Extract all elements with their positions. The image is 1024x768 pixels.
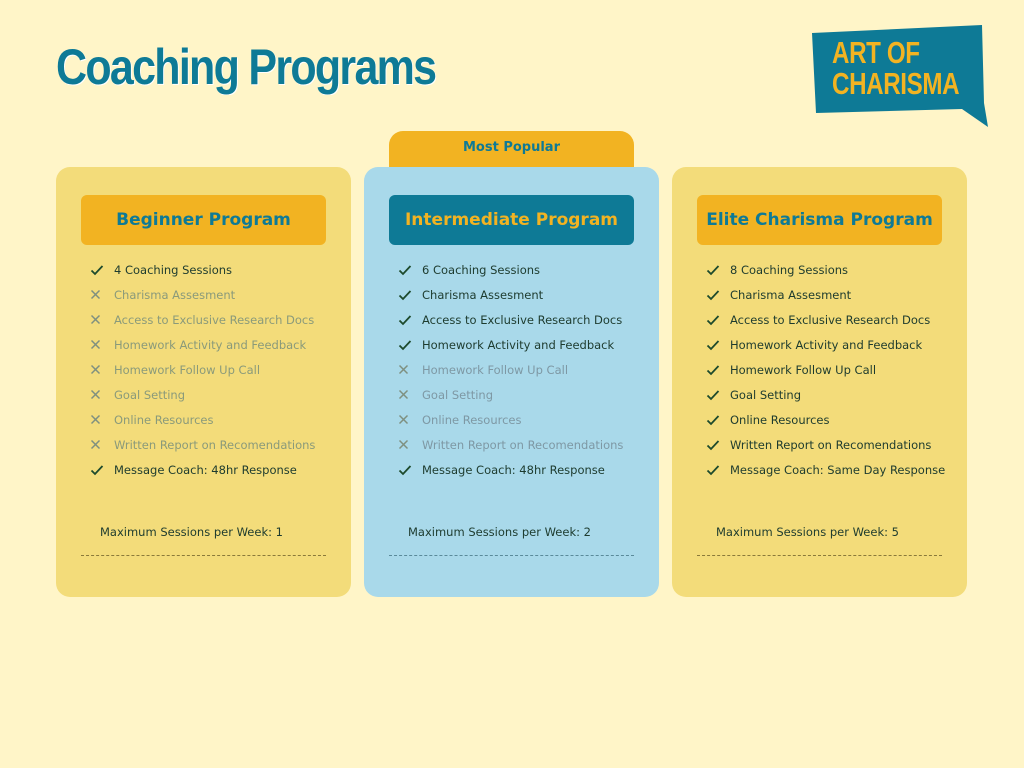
check-icon	[706, 289, 730, 301]
feature-item	[90, 357, 315, 382]
feature-item	[398, 457, 623, 482]
feature-label: 8 Coaching Sessions	[730, 262, 849, 277]
plan-title[interactable]: Intermediate Program	[389, 195, 634, 245]
feature-item	[90, 382, 315, 407]
feature-item	[90, 257, 315, 282]
feature-item	[398, 282, 623, 307]
feature-label: Homework Follow Up Call	[114, 362, 261, 377]
feature-item	[706, 382, 945, 407]
feature-item	[90, 282, 315, 307]
x-icon	[90, 414, 114, 425]
feature-label: Online Resources	[422, 412, 522, 427]
feature-label: Message Coach: 48hr Response	[422, 462, 605, 477]
plan-title[interactable]: Elite Charisma Program	[697, 195, 942, 245]
check-icon	[398, 464, 422, 476]
divider	[697, 555, 942, 556]
feature-item	[90, 457, 315, 482]
check-icon	[706, 389, 730, 401]
feature-label: Access to Exclusive Research Docs	[114, 312, 315, 327]
feature-item	[90, 432, 315, 457]
x-icon	[398, 364, 422, 375]
feature-label: 4 Coaching Sessions	[114, 262, 233, 277]
feature-item	[706, 357, 945, 382]
feature-list	[706, 257, 945, 482]
feature-label: Message Coach: Same Day Response	[730, 462, 946, 477]
feature-item	[706, 432, 945, 457]
x-icon	[90, 289, 114, 300]
page-title: Coaching Programs	[56, 39, 436, 95]
check-icon	[398, 264, 422, 276]
divider	[389, 555, 634, 556]
feature-label: Homework Follow Up Call	[422, 362, 569, 377]
feature-label: Homework Activity and Feedback	[730, 337, 923, 352]
x-icon	[398, 389, 422, 400]
feature-item	[706, 307, 945, 332]
check-icon	[706, 314, 730, 326]
check-icon	[706, 264, 730, 276]
feature-item	[706, 257, 945, 282]
check-icon	[398, 339, 422, 351]
feature-label: 6 Coaching Sessions	[422, 262, 541, 277]
x-icon	[398, 414, 422, 425]
feature-label: Homework Follow Up Call	[730, 362, 877, 377]
feature-label: Homework Activity and Feedback	[114, 337, 307, 352]
max-sessions-text: Maximum Sessions per Week: 1	[100, 525, 283, 539]
plan-card-beginner[interactable]	[56, 167, 351, 597]
check-icon	[398, 289, 422, 301]
most-popular-badge: Most Popular	[389, 131, 634, 173]
feature-label: Online Resources	[114, 412, 214, 427]
x-icon	[90, 439, 114, 450]
feature-label: Charisma Assesment	[730, 287, 852, 302]
feature-list	[398, 257, 623, 482]
plan-card-elite[interactable]	[672, 167, 967, 597]
check-icon	[90, 264, 114, 276]
check-icon	[90, 464, 114, 476]
feature-label: Access to Exclusive Research Docs	[422, 312, 623, 327]
feature-item	[706, 282, 945, 307]
feature-label: Message Coach: 48hr Response	[114, 462, 297, 477]
max-sessions-text: Maximum Sessions per Week: 2	[408, 525, 591, 539]
x-icon	[90, 339, 114, 350]
x-icon	[398, 439, 422, 450]
feature-item	[398, 257, 623, 282]
feature-item	[90, 307, 315, 332]
feature-item	[398, 407, 623, 432]
check-icon	[706, 439, 730, 451]
feature-label: Written Report on Recomendations	[422, 437, 624, 452]
feature-item	[398, 432, 623, 457]
feature-item	[90, 407, 315, 432]
feature-item	[706, 457, 945, 482]
check-icon	[706, 364, 730, 376]
feature-item	[398, 307, 623, 332]
divider	[81, 555, 326, 556]
feature-item	[706, 332, 945, 357]
feature-label: Goal Setting	[422, 387, 494, 402]
feature-item	[706, 407, 945, 432]
x-icon	[90, 389, 114, 400]
feature-label: Homework Activity and Feedback	[422, 337, 615, 352]
feature-item	[90, 332, 315, 357]
feature-item	[398, 332, 623, 357]
check-icon	[706, 464, 730, 476]
feature-label: Online Resources	[730, 412, 830, 427]
feature-item	[398, 357, 623, 382]
feature-label: Goal Setting	[730, 387, 802, 402]
check-icon	[706, 414, 730, 426]
plan-card-intermediate[interactable]	[364, 167, 659, 597]
feature-list	[90, 257, 315, 482]
x-icon	[90, 364, 114, 375]
check-icon	[706, 339, 730, 351]
max-sessions-text: Maximum Sessions per Week: 5	[716, 525, 899, 539]
feature-label: Charisma Assesment	[114, 287, 236, 302]
feature-label: Charisma Assesment	[422, 287, 544, 302]
art-of-charisma-logo: ART OF CHARISMA	[812, 25, 990, 127]
x-icon	[90, 314, 114, 325]
feature-label: Written Report on Recomendations	[114, 437, 316, 452]
feature-label: Access to Exclusive Research Docs	[730, 312, 931, 327]
check-icon	[398, 314, 422, 326]
plan-title[interactable]: Beginner Program	[81, 195, 326, 245]
feature-label: Goal Setting	[114, 387, 186, 402]
feature-item	[398, 382, 623, 407]
feature-label: Written Report on Recomendations	[730, 437, 932, 452]
